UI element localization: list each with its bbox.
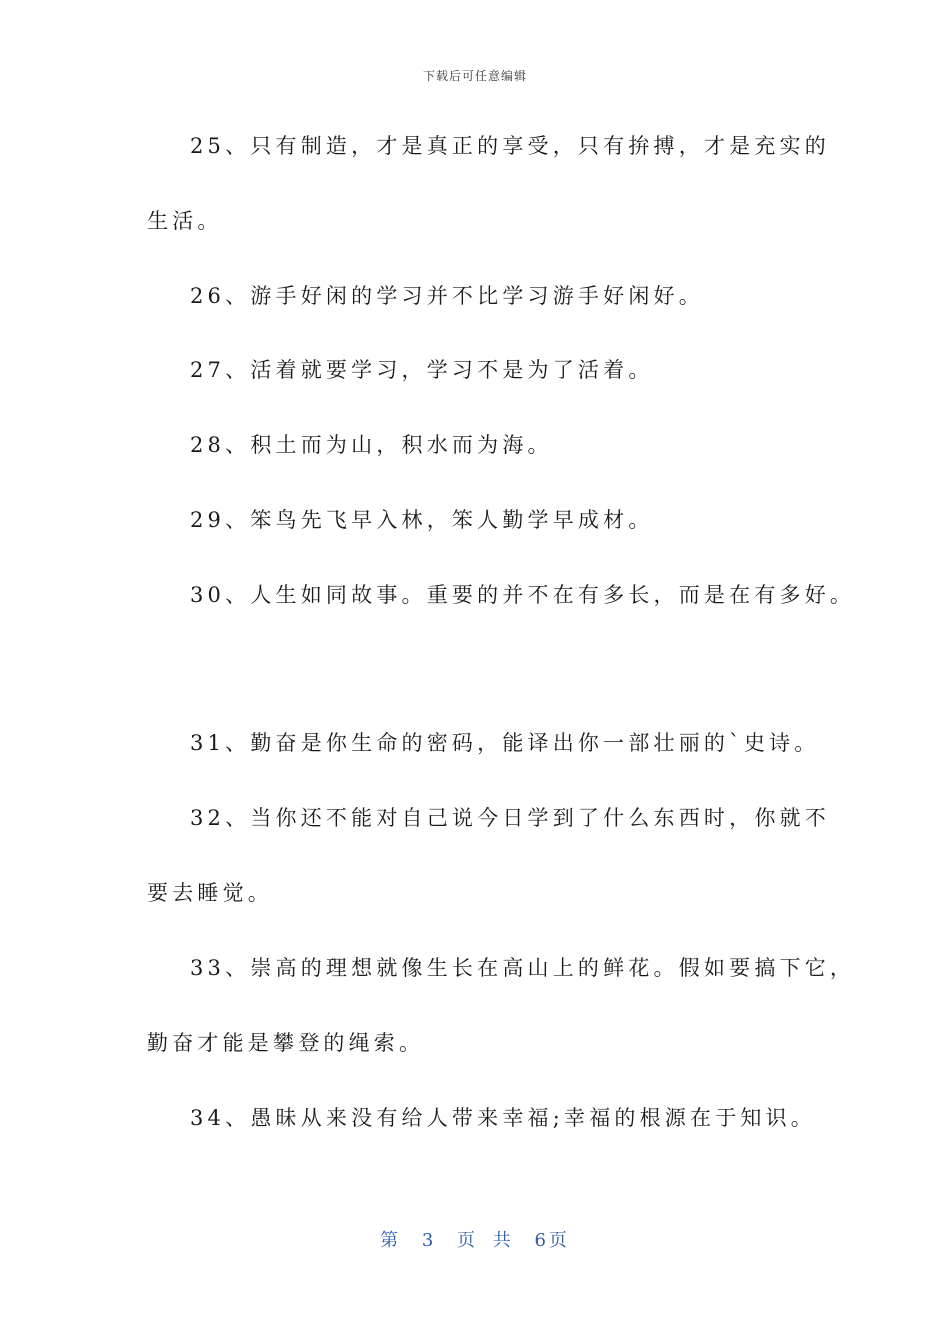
paragraph-26: 26、游手好闲的学习并不比学习游手好闲好。 <box>190 284 704 308</box>
paragraph-32-line-1: 32、当你还不能对自己说今日学到了什么东西时，你就不 <box>190 806 830 830</box>
paragraph-31: 31、勤奋是你生命的密码，能译出你一部壮丽的`史诗。 <box>190 731 820 755</box>
page-number-footer <box>0 1226 950 1252</box>
total-pages: 6页 <box>534 1230 570 1251</box>
paragraph-33-line-2: 勤奋才能是攀登的绳索。 <box>147 1031 425 1055</box>
paragraph-33-line-1: 33、崇高的理想就像生长在高山上的鲜花。假如要搞下它， <box>190 956 856 980</box>
paragraph-28: 28、积土而为山，积水而为海。 <box>190 433 553 457</box>
paragraph-27: 27、活着就要学习，学习不是为了活着。 <box>190 358 654 382</box>
paragraph-25-line-2: 生活。 <box>147 209 223 233</box>
header-note: 下载后可任意编辑 <box>422 69 527 83</box>
page-label-prefix: 第 <box>380 1230 402 1251</box>
paragraph-29: 29、笨鸟先飞早入林，笨人勤学早成材。 <box>190 508 654 532</box>
page-label-mid: 页 共 <box>457 1230 514 1251</box>
paragraph-25-line-1: 25、只有制造，才是真正的享受，只有拚搏，才是充实的 <box>190 134 830 158</box>
paragraph-32-line-2: 要去睡觉。 <box>147 881 273 905</box>
paragraph-34: 34、愚昧从来没有给人带来幸福;幸福的根源在于知识。 <box>190 1106 816 1130</box>
current-page-number: 3 <box>421 1230 437 1251</box>
paragraph-30: 30、人生如同故事。重要的并不在有多长，而是在有多好。 <box>190 583 856 607</box>
